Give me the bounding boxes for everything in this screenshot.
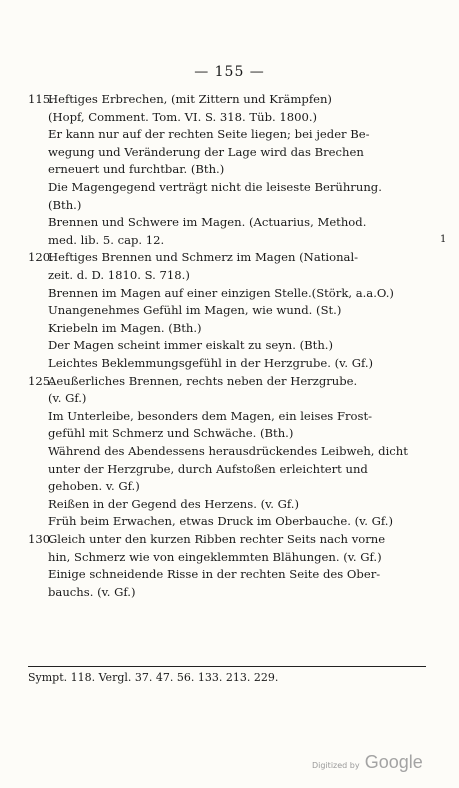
page-number: — 155 — (194, 64, 265, 80)
text-line (28, 338, 333, 352)
text-line (28, 127, 370, 141)
text-line (28, 215, 366, 229)
google-watermark (312, 752, 423, 773)
line-text: (v. Gf.) (48, 391, 87, 406)
footnote: Sympt. 118. Vergl. 37. 47. 56. 133. 213. 229. (28, 671, 279, 684)
line-text: unter der Herzgrube, durch Aufstoßen erleichtert und (48, 461, 368, 476)
text-line (28, 391, 86, 405)
line-text: gefühl mit Schmerz und Schwäche. (Bth.) (48, 426, 294, 441)
text-line (28, 110, 317, 124)
text-line (28, 303, 341, 317)
line-text: Leichtes Beklemmungsgefühl in der Herzgrube. (v. Gf.) (48, 356, 374, 370)
line-text: Heftiges Erbrechen, (mit Zittern und Krämpfen) (48, 92, 332, 106)
text-line (28, 250, 358, 264)
line-number: 130. (28, 532, 54, 546)
text-line (28, 426, 293, 440)
line-number: 115. (28, 92, 54, 106)
line-text: (Hopf, Comment. Tom. VI. S. 318. Tüb. 1800.) (48, 109, 318, 124)
text-line (28, 479, 140, 493)
line-text: Unangenehmes Gefühl im Magen, wie wund. (St.) (48, 303, 342, 318)
margin-mark: 1 (440, 234, 447, 245)
text-line (28, 268, 190, 282)
text-line (28, 198, 81, 212)
text-line (28, 585, 136, 599)
line-text: Einige schneidende Risse in der rechten Seite des Ober- (48, 567, 381, 582)
text-line (28, 532, 385, 546)
line-text: Gleich unter den kurzen Ribben rechter Seits nach vorne (48, 532, 386, 546)
text-line (28, 409, 372, 423)
line-text: Der Magen scheint immer eiskalt zu seyn. (Bth.) (48, 338, 334, 353)
text-line (28, 92, 332, 106)
text-line (28, 162, 224, 176)
text-line (28, 286, 394, 300)
line-text: hin, Schmerz wie von eingeklemmten Blähungen. (v. Gf.) (48, 549, 382, 564)
line-number: 120. (28, 250, 54, 265)
line-text: wegung und Veränderung der Lage wird das Brechen (48, 144, 364, 159)
text-line (28, 233, 164, 247)
line-text: Heftiges Brennen und Schmerz im Magen (National- (48, 250, 359, 265)
line-text: Aeußerliches Brennen, rechts neben der Herzgrube. (48, 373, 358, 388)
text-line (28, 356, 373, 370)
line-text: Reißen in der Gegend des Herzens. (v. Gf.) (48, 496, 300, 511)
text-line (28, 145, 364, 159)
line-text: gehoben. v. Gf.) (48, 479, 140, 494)
line-text: Brennen im Magen auf einer einzigen Stelle.(Störk, a.a.O.) (48, 285, 394, 300)
watermark-prefix: Digitized by (312, 761, 360, 770)
line-text: Er kann nur auf der rechten Seite liegen; bei jeder Be- (48, 127, 370, 142)
text-line (28, 514, 393, 528)
line-text: (Bth.) (48, 197, 82, 212)
line-text: Die Magengegend verträgt nicht die leiseste Berührung. (48, 180, 382, 194)
google-logo: Google (364, 752, 423, 772)
text-line (28, 550, 382, 564)
line-text: Früh beim Erwachen, etwas Druck im Oberbauche. (v. Gf.) (48, 514, 393, 529)
line-text: Kriebeln im Magen. (Bth.) (48, 320, 202, 335)
line-text: med. lib. 5. cap. 12. (48, 232, 165, 247)
text-line (28, 444, 408, 458)
text-line (28, 462, 368, 476)
text-line (28, 321, 202, 335)
line-text: Brennen und Schwere im Magen. (Actuarius, Method. (48, 215, 367, 230)
line-text: Während des Abendessens herausdrückendes Leibweh, dicht (48, 444, 408, 458)
footnote-divider (28, 666, 426, 667)
text-line (28, 567, 380, 581)
text-line (28, 180, 382, 194)
text-line (28, 374, 357, 388)
line-number: 125. (28, 373, 54, 388)
line-text: zeit. d. D. 1810. S. 718.) (48, 268, 190, 282)
line-text: erneuert und furchtbar. (Bth.) (48, 162, 225, 177)
line-text: Im Unterleibe, besonders dem Magen, ein leises Frost- (48, 408, 373, 423)
text-line (28, 497, 299, 511)
line-text: bauchs. (v. Gf.) (48, 584, 136, 599)
